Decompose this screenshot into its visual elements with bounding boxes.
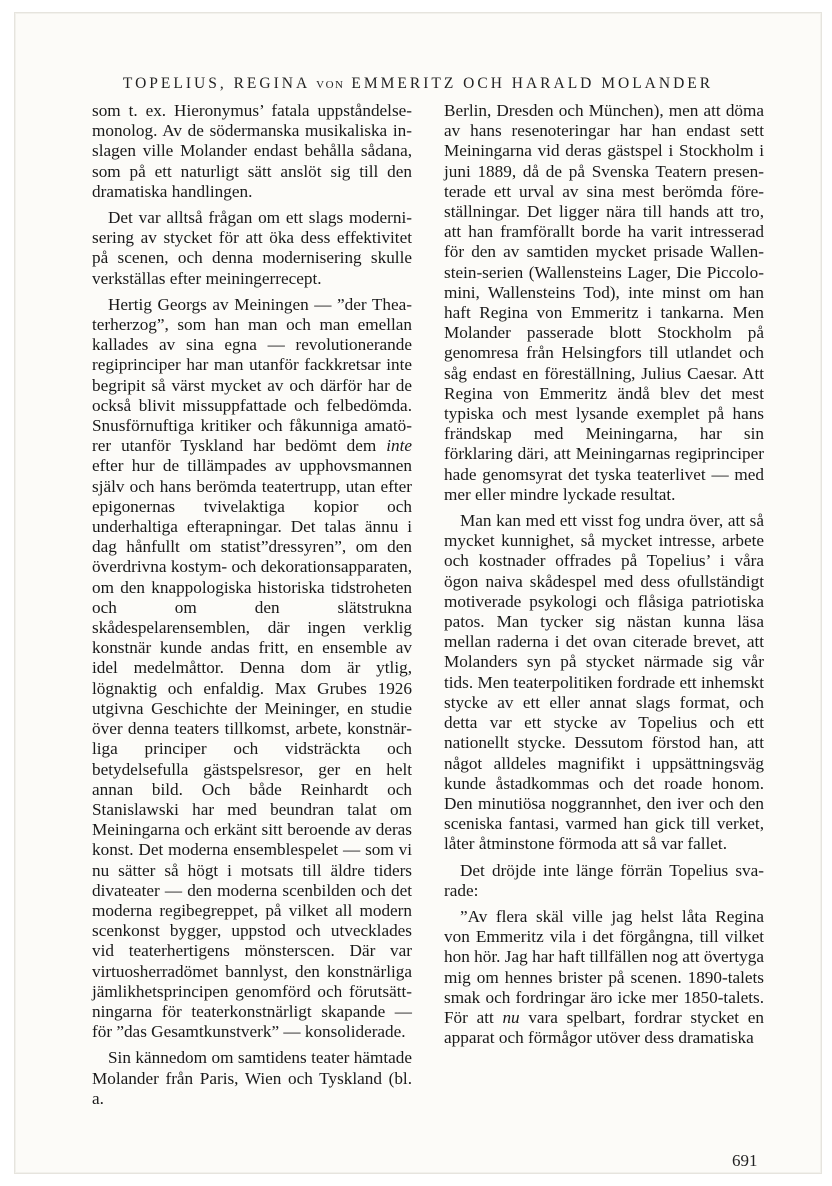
left-paragraph-1: som t. ex. Hieronymus’ fatala uppståndelsemonolog. Av de södermanska musikaliska inslagen ville Molander endast behålla sådana, som på ett naturligt sätt anslöt sig till den dramatiska handlingen. xyxy=(92,101,412,201)
book-page xyxy=(14,12,822,1174)
right-paragraph-2: Man kan med ett visst fog undra över, att så mycket kunnighet, så mycket intresse, arbete och kostnader offrades på Topelius’ i våra ögon naiva skådespel med dess ofullständigt motiverade psykologi och flåsiga patriotiska patos. Man tycker sig nästan kunna läsa mellan raderna i det ovan citerade brevet, att Molanders syn på stycket närmade sig vår tids. Men teaterpolitiken fordrade ett inhemskt stycke av ett eller annat slags format, och detta var ett stycke av Topelius och ett nationellt stycke. Dessutom förstod han, att något alldeles magnifikt i uppsättningsväg kunde åstadkommas och det roade honom. Den minutiösa noggrannhet, den iver och den sceniska fantasi, varmed han gick till verket, låter åtminstone förmoda att så var fallet. xyxy=(444,511,764,854)
left-paragraph-3-part-a: Hertig Georgs av Meiningen — ”der Theaterherzog”, som han man och man emellan kallades av sina egna — revolutionerande regiprinciper har man utanför fackkretsar inte begripit så värst mycket av och därför har de också blivit missuppfattade och felbedömda. Snusförnuftiga kritiker och fåkunniga amatörer utanför Tyskland har bedömt dem xyxy=(92,294,412,456)
right-paragraph-4 xyxy=(444,907,764,1048)
left-paragraph-3-emphasis: inte xyxy=(386,436,412,456)
left-column xyxy=(92,101,412,1109)
right-paragraph-3: Det dröjde inte länge förrän Topelius svarade: xyxy=(444,860,764,900)
right-paragraph-4-part-a: ”Av flera skäl ville jag helst låta Regina von Emmeritz vila i det förgångna, till vilket hon hör. Jag har haft tillfällen nog att övertyga mig om hennes brister på scenen. 1890-talets smak och fordringar äro icke mer 1850-talets. För att xyxy=(444,906,764,1027)
left-paragraph-4: Sin kännedom om samtidens teater hämtade Molander från Paris, Wien och Tyskland (bl. a. xyxy=(92,1048,412,1108)
header-rest: EMMERITZ OCH HARALD MOLANDER xyxy=(351,75,714,92)
right-paragraph-1: Berlin, Dresden och München), men att döma av hans resenoteringar har han endast sett Meiningarna vid deras gästspel i Stockholm i juni 1889, då de på Svenska Teatern presenterade ett urval av sina mest berömda föreställningar. Det ligger nära till hands att tro, att han framförallt borde ha varit intresserad för den av samtiden mycket prisade Wallenstein-serien (Wallensteins Lager, Die Piccolomini, Wallensteins Tod), inte minst om han haft Regina von Emmeritz i tankarna. Men Molander passerade blott Stockholm på genomresa från Helsingfors till utlandet och såg endast en föreställning, Julius Caesar. Att Regina von Emmeritz ändå blev det mest typiska och mest lysande exemplet på hans frändskap med Meiningarna, har sin förklaring däri, att Meiningarnas regiprinciper hade genomsyrat det tyska teaterlivet — med mer eller mindre lyckade resultat. xyxy=(444,101,764,504)
right-paragraph-4-part-b: vara spelbart, fordrar stycket en apparat och förmågor utöver dess dramatiska xyxy=(444,1007,764,1048)
page-number: 691 xyxy=(732,1151,758,1170)
right-column xyxy=(444,101,764,1048)
left-paragraph-2: Det var alltså frågan om ett slags modernisering av stycket för att öka dess effektivitet på scenen, och denna modernisering skulle verkställas efter meiningerrecept. xyxy=(92,208,412,288)
running-header xyxy=(15,75,821,93)
right-paragraph-4-emphasis: nu xyxy=(502,1007,520,1027)
header-authors: TOPELIUS, REGINA xyxy=(122,75,310,92)
header-von: VON xyxy=(316,79,345,91)
left-paragraph-3 xyxy=(92,295,412,1043)
left-paragraph-3-part-b: efter hur de tillämpades av upphovsmannen själv och hans berömda teatertrupp, utan efter epigonernas tvivelaktiga kopior och underhaltiga efterapningar. Det talas ännu i dag hånfullt om statist”dressyren”, om den överdrivna kostym- och dekorationsapparaten, om den knappologiska historiska tidstroheten och om den slätstrukna skådespelarensemblen, där ingen verklig konstnär kunde andas fritt, en ensemble av idel medelmåttor. Denna dom är ytlig, lögnaktig och enfaldig. Max Grubes 1926 utgivna Geschichte der Meininger, en studie över denna teaters tillkomst, arbete, konstnärliga principer och vidsträckta och betydelsefulla gästspelsresor, ger en helt annan bild. Och både Reinhardt och Stanislawski har med beundran talat om Meiningarna och erkänt sitt beroende av deras konst. Det moderna ensemblespelet — som vi nu sätter så högt i motsats till äldre tiders divateater — den moderna scenbilden och det moderna regibegreppet, på vilket all modern scenkonst bygger, uppstod och utvecklades vid teaterhertigens mönsterscen. Där var virtuosherradömet bannlyst, den konstnärliga jämlikhetsprincipen genomförd och förutsättningarna för teaterkonstnärligt skapande — för ”das Gesamtkunstverk” — konsoliderade. xyxy=(92,456,412,1042)
